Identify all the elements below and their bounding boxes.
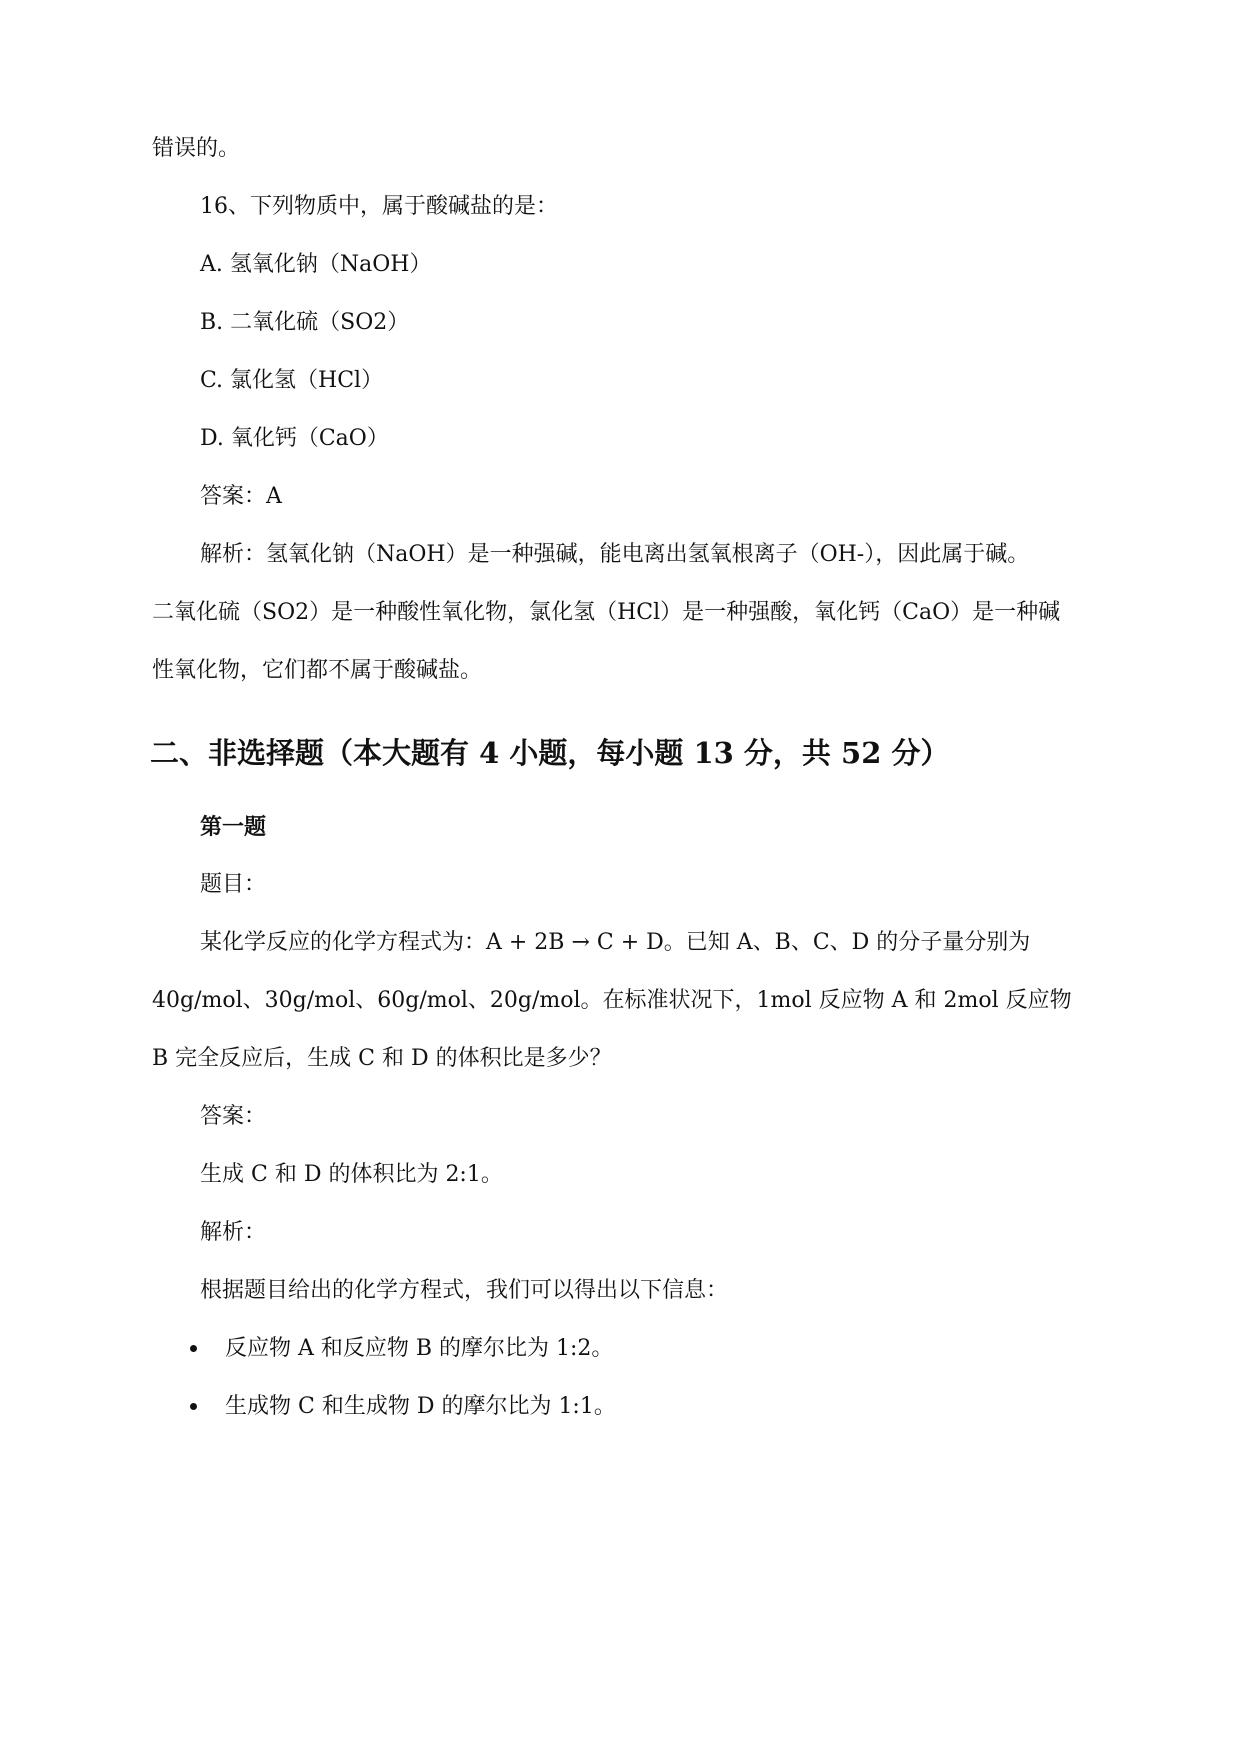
question-16-stem: 16、下列物质中，属于酸碱盐的是：: [200, 194, 558, 219]
explanation-label: 解析：: [200, 1220, 267, 1245]
question-title: 第一题: [200, 814, 267, 840]
option-a: A. 氢氧化钠（NaOH）: [200, 252, 432, 277]
bullet-icon: [190, 1345, 197, 1352]
explanation-line: 二氧化硫（SO2）是一种酸性氧化物，氯化氢（HCl）是一种强酸，氧化钙（CaO）是一种碱: [152, 600, 1061, 625]
option-c: C. 氯化氢（HCl）: [200, 368, 384, 393]
explanation-text: 根据题目给出的化学方程式，我们可以得出以下信息：: [200, 1278, 729, 1303]
explanation-line: 性氧化物，它们都不属于酸碱盐。: [152, 658, 483, 683]
answer-line: 答案：A: [200, 484, 282, 509]
list-item: 反应物 A 和反应物 B 的摩尔比为 1:2。: [225, 1336, 614, 1361]
question-text: 40g/mol、30g/mol、60g/mol、20g/mol。在标准状况下，1mol 反应物 A 和 2mol 反应物: [152, 988, 1072, 1013]
option-d: D. 氧化钙（CaO）: [200, 426, 389, 451]
explanation-line: 解析：氢氧化钠（NaOH）是一种强碱，能电离出氢氧根离子（OH-），因此属于碱。: [200, 542, 1030, 567]
question-text: 某化学反应的化学方程式为：A + 2B → C + D。已知 A、B、C、D 的分子量分别为: [200, 930, 1031, 955]
answer-label: 答案：: [200, 1104, 267, 1129]
section-heading: 二、非选择题（本大题有 4 小题，每小题 13 分，共 52 分）: [150, 736, 950, 770]
text-line: 错误的。: [152, 136, 241, 161]
bullet-icon: [190, 1403, 197, 1410]
answer-text: 生成 C 和 D 的体积比为 2:1。: [200, 1162, 503, 1187]
question-label: 题目：: [200, 872, 267, 897]
question-text: B 完全反应后，生成 C 和 D 的体积比是多少？: [152, 1046, 612, 1071]
option-b: B. 二氧化硫（SO2）: [200, 310, 410, 335]
list-item: 生成物 C 和生成物 D 的摩尔比为 1:1。: [225, 1394, 616, 1419]
